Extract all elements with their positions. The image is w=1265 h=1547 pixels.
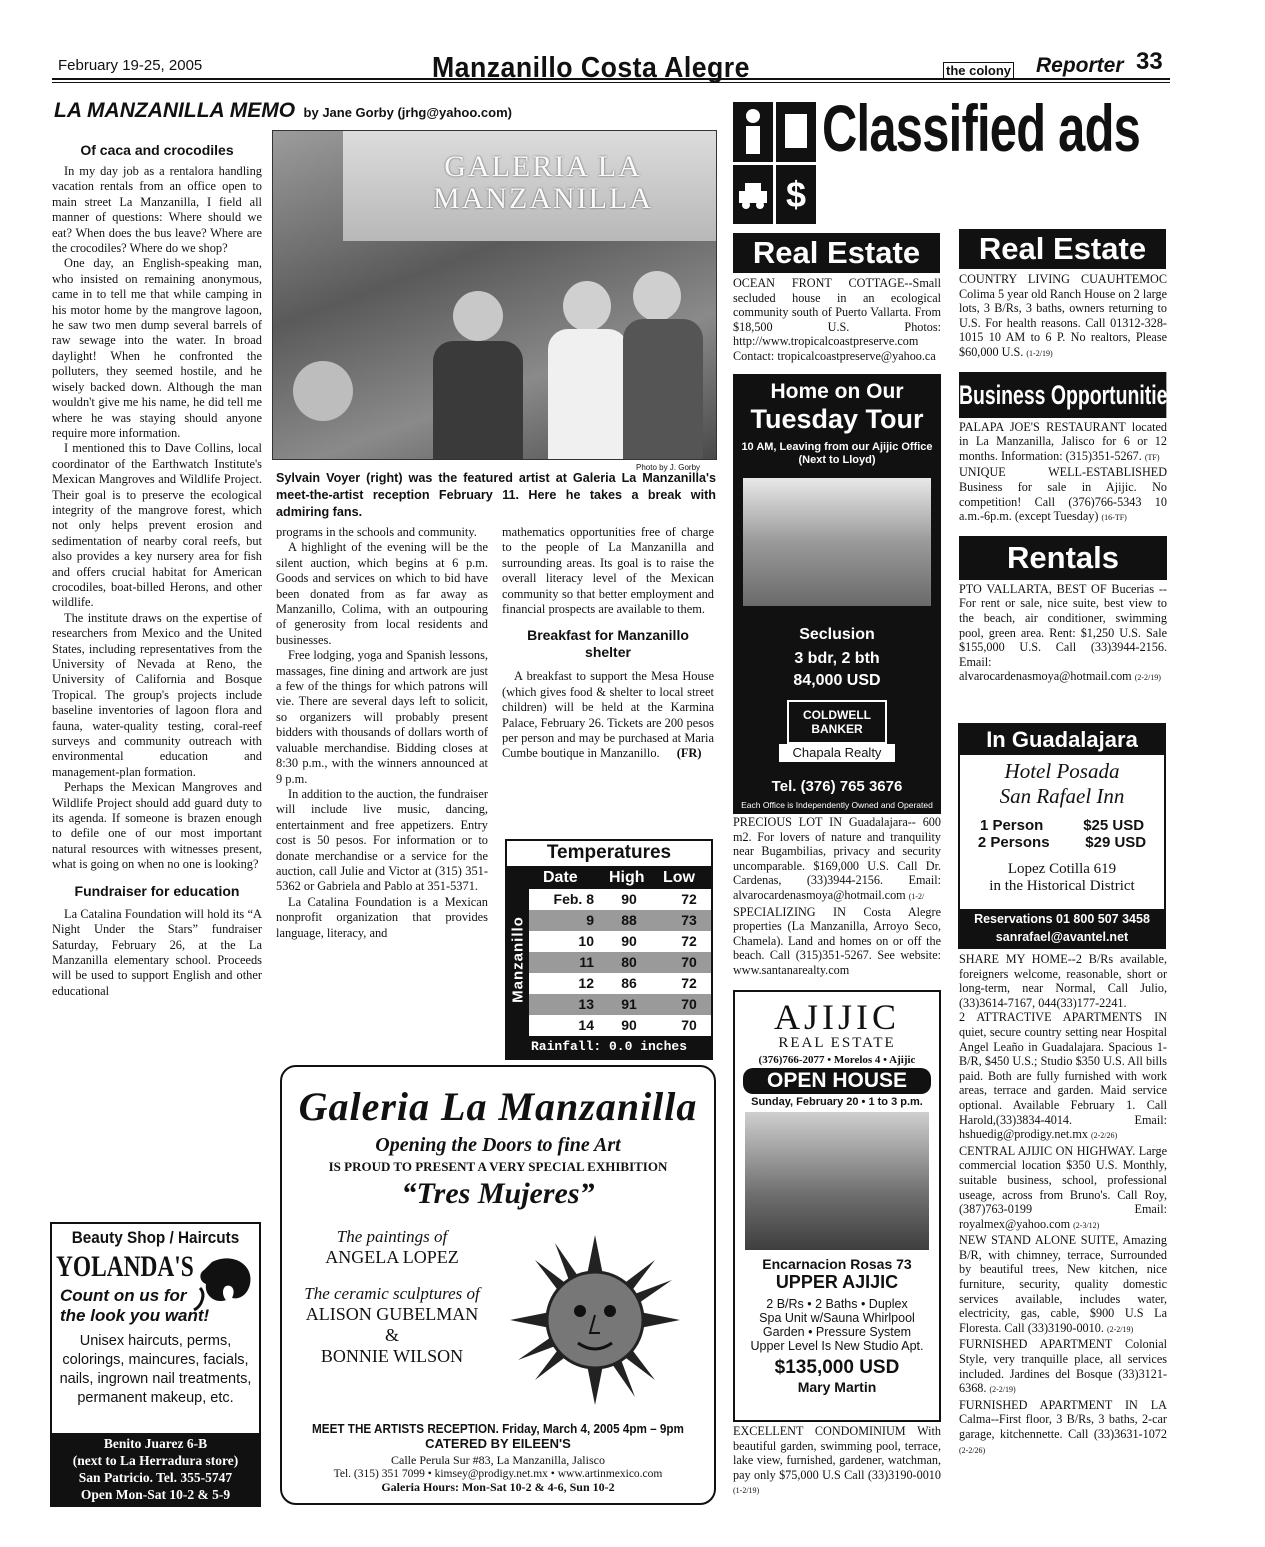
beauty-address-line: Open Mon-Sat 10-2 & 5-9: [80, 1487, 231, 1502]
ad-code: (2-2/19): [989, 1385, 1016, 1395]
artist-name: ALISON GUBELMAN: [305, 1304, 479, 1324]
galeria-ad: [280, 1065, 716, 1505]
temperature-date: Feb. 8: [553, 891, 594, 907]
rentals-header: Rentals: [959, 536, 1167, 580]
chapala-realty: Chapala Realty: [779, 744, 895, 762]
rainfall-bar: Rainfall: 0.0 inches: [507, 1036, 711, 1058]
temperature-high: 88: [621, 912, 637, 928]
temperature-low: 72: [681, 891, 697, 907]
header-rule: [52, 78, 1170, 83]
open-house-detail: Garden • Pressure System: [762, 1325, 912, 1339]
classified-list-left: [733, 815, 941, 978]
hotel-address: Lopez Cotilla 619: [1007, 861, 1117, 877]
temperature-row: [529, 994, 711, 1015]
memo-paragraph: programs in the schools and community.: [276, 525, 477, 539]
classified-ad: [959, 1233, 1167, 1337]
memo-column-3: [502, 525, 714, 762]
temperature-low: 70: [681, 1017, 697, 1033]
memo-paragraph: [502, 669, 714, 761]
temperature-high: 86: [621, 975, 637, 991]
ad-text: NEW STAND ALONE SUITE, Amazing B/R, with chimney, terrace, Surrounded by beautiful trees, New kitchen, nice furniture, security, quality domestic services available, includes water, electricity, gas, cable, $900 U.S La Floresta. Call (33)3190-0010.: [959, 1233, 1167, 1335]
temperatures-side-label: [507, 889, 529, 1037]
hotel-district: in the Historical District: [989, 878, 1135, 894]
artist-intro: The paintings of: [336, 1227, 448, 1246]
hotel-reservations: [960, 909, 1164, 947]
classified-title: Classified ads: [822, 91, 1141, 165]
coldwell-ad: [733, 374, 941, 814]
photo-people: [303, 281, 703, 460]
coldwell-logo: [787, 700, 887, 744]
ad-code: (1-2/: [908, 891, 925, 901]
classified-ad: [959, 420, 1167, 466]
listing-title: Seclusion: [799, 626, 875, 643]
open-house-detail: Spa Unit w/Sauna Whirlpool: [759, 1311, 915, 1325]
classified-ad: SHARE MY HOME--2 B/Rs available, foreigners welcome, reasonable, short or long-term, near Normal, Call Julio, (33)3614-7167, 044(33)177-2241.: [959, 952, 1167, 1010]
galeria-tagline: Opening the Doors to fine Art: [375, 1134, 621, 1156]
business-opportunities-header: Business Opportunities: [959, 372, 1166, 418]
guadalajara-hotel-ad: [958, 723, 1166, 949]
beauty-address-line: (next to La Herradura store): [72, 1453, 239, 1468]
memo-paragraph: The institute draws on the expertise of researchers from Mexico and the United States, including representatives from the University of Nevada at Reno, the University of California and Bosque Tropical. The group's projects include baseline inventories of lagoon flora and fauna, water-quality testing, coral-reef surveys and community outreach with environmental education and management-plan formation.: [52, 610, 262, 779]
galeria-catered: CATERED BY EILEEN'S: [425, 1436, 571, 1451]
ad-text: EXCELLENT CONDOMINIUM With beautiful garden, swimming pool, terrace, lake view, furnished, gardener, watchman, pay only $75,000 U.S Call (33)3190-0010: [733, 1424, 941, 1482]
paper-small-name: the colony: [943, 62, 1014, 79]
memo-paragraph: One day, an English-speaking man, who insisted on remaining anonymous, came in to tell me that while camping in his motor home by the mangrove lagoon, he saw two men dump several barrels of raw sewage into the water. In broad daylight! When he confronted the polluters, they seemed hostile, and he wisely backed down. Although the man wouldn't give me his name, he did tell me where he was staying should anyone require more information.: [52, 256, 262, 440]
temperature-high: 90: [621, 1017, 637, 1033]
temperature-row: [529, 973, 711, 994]
ad-text: 2 ATTRACTIVE APARTMENTS IN quiet, secure country setting near Hospital Angel Leaño in Guadalajara. Spacious 1-B/R, $450 U.S.; Studio $350 U.S. All bills paid. Both are fully furnished with work areas, terrace and garden. Maid service optional. Available February 1. Call Harold,(33)3834-4014. Email: hshuedig@prodigy.net.mx: [959, 1010, 1167, 1142]
temperature-high: 90: [621, 933, 637, 949]
ajijic-name: AJIJIC: [773, 997, 900, 1037]
memo-headline: Of caca and crocodiles: [80, 142, 234, 158]
high-header: High: [609, 869, 645, 886]
sun-face-icon: [510, 1235, 680, 1405]
ad-text: PTO VALLARTA, BEST OF Bucerias -- For rent or sale, nice suite, best view to the beach, air conditioner, swimming pool, green area. Rent: $1,250 U.S. Sale $155,000 U.S. Call (33)3944-2156. Email: alvarocardenasmoya@hotmail.com: [959, 581, 1167, 684]
listing-price: 84,000 USD: [793, 672, 881, 689]
classified-icons: [733, 102, 817, 224]
temperature-date: 9: [586, 912, 594, 928]
coldwell-fine-print: Each Office is Independently Owned and Operated: [741, 800, 933, 810]
memo-paragraph: mathematics opportunities free of charge to the people of La Manzanilla and surrounding areas. Its goal is to raise the overall literacy level of the Mexican community so that better employment and financial prospects are available to them.: [502, 525, 714, 617]
temperature-row: [529, 931, 711, 952]
classified-ad: SPECIALIZING IN Costa Alegre properties (La Manzanilla, Arroyo Seco, Chamela). Land and homes on or off the beach. Call (315)351-5267. See website: www.santanarealty.com: [733, 904, 941, 977]
beauty-address-line: San Patricio. Tel. 355-5747: [78, 1470, 233, 1485]
classified-list-rentals: [959, 952, 1167, 1458]
ad-text: COUNTRY LIVING CUAUHTEMOC Colima 5 year old Ranch House on 2 large lots, 3 B/Rs, 3 baths, owners returning to U.S. For health reasons. Call 01312-328-1015 10 AM to 6 P. No realtors, Please $60,000 U.S.: [959, 272, 1167, 359]
temperature-date: 11: [579, 954, 594, 970]
open-house-area: UPPER AJIJIC: [775, 1272, 899, 1292]
galeria-exhibit: “Tres Mujeres”: [401, 1177, 595, 1210]
dollar-icon: $: [776, 165, 816, 224]
classified-ad: [959, 1144, 1167, 1234]
beauty-shop-title: Beauty Shop / Haircuts: [71, 1228, 240, 1247]
reservations-phone: Reservations 01 800 507 3458: [974, 912, 1150, 926]
tour-line1: Home on Our: [770, 380, 904, 403]
memo-paragraph: Perhaps the Mexican Mangroves and Wildlife Project should add guard duty to its agenda. If someone is brazen enough to defile one of our most important natural resources with witnesses present, what is going on when no one is looking?: [52, 780, 262, 872]
classified-ad: [959, 1398, 1167, 1458]
galeria-address: Calle Perula Sur #83, La Manzanilla, Jalisco: [391, 1453, 605, 1467]
ad-text: PRECIOUS LOT IN Guadalajara-- 600 m2. For lovers of nature and tranquility near Bugambilias, privacy and security uncomparable. $169,000 U.S. Call Dr. Cardenas, (33)3944-2156. Email: alvarocardenasmoya@hotmail.com: [733, 815, 941, 902]
ad-text: FURNISHED APARTMENT Colonial Style, very tranquille place, all services included. Jardines del Bosque (33)3121-6368.: [959, 1337, 1167, 1396]
ajijic-sub: REAL ESTATE: [778, 1035, 896, 1051]
temperature-row: [529, 1015, 711, 1036]
galeria-reception: MEET THE ARTISTS RECEPTION. Friday, March 4, 2005 4pm – 9pm: [312, 1421, 684, 1436]
classified-list-right: [959, 272, 1179, 686]
open-house-banner: OPEN HOUSE: [743, 1068, 931, 1094]
temperatures-header: [507, 866, 711, 889]
breakfast-text: A breakfast to support the Mesa House (which gives food & shelter to local street children) will be held at the Karmina Palace, February 26. Tickets are 200 pesos per person and may be purchased at Maria Cumbe boutique in Manzanillo.: [502, 669, 714, 761]
ajijic-ad: [733, 990, 941, 1422]
artist-intro: The ceramic sculptures of: [304, 1284, 480, 1303]
rate-label: 2 Persons: [977, 834, 1050, 851]
memo-paragraph: A highlight of the evening will be the silent auction, which begins at 6 p.m. Goods and services on which to bid have been donated from as far away as Manzanillo, Colima, with an outpouring of generosity from local residents and businesses.: [276, 540, 488, 647]
artist-ampersand: &: [384, 1325, 399, 1345]
memo-byline: by Jane Gorby (jrhg@yahoo.com): [303, 105, 512, 120]
temperature-low: 70: [681, 954, 697, 970]
classified-ad: OCEAN FRONT COTTAGE--Small secluded house in an ecological community south of Puerto Vallarta. From $18,500 U.S. Photos: http://www.tropicalcoastpreserve.com Contact: tropicalcoastpreserve@yahoo.ca: [733, 276, 941, 363]
yolandas-name: YOLANDA'S: [56, 1250, 194, 1283]
fundraiser-subhead: Fundraiser for education: [74, 882, 240, 899]
memo-paragraph: In addition to the auction, the fundraiser will include live music, dancing, entertainment and free appetizers. Entry cost is 50 pesos. For information or to donate merchandise or a service for the auction, call Julie and Victor at (315) 351-5362 or Gabriela and Pablo at 351-5371.: [276, 786, 488, 894]
real-estate-header-left: Real Estate: [733, 233, 940, 273]
issue-date: February 19-25, 2005: [58, 57, 203, 74]
real-estate-header-right: Real Estate: [959, 229, 1166, 269]
galeria-contact: Tel. (315) 351 7099 • kimsey@prodigy.net.mx • www.artinmexico.com: [333, 1468, 663, 1480]
classified-ad: [959, 1337, 1167, 1397]
open-house-price: $135,000 USD: [774, 1357, 900, 1378]
rate-price: $25 USD: [1083, 817, 1145, 834]
listing-rooms: 3 bdr, 2 bth: [794, 650, 880, 667]
open-house-date: Sunday, February 20 • 1 to 3 p.m.: [751, 1096, 923, 1108]
artist-name: BONNIE WILSON: [320, 1346, 464, 1366]
memo-paragraph: Free lodging, yoga and Spanish lessons, massages, fine dining and artwork are just a few of the things for which patrons will vie. There are several days left to solicit, so organizers will probably present bidders with thousands of dollars worth of valuable merchandise. Bidding closes at 8:30 p.m., with the winners announced at 9 p.m.: [276, 648, 488, 786]
ad-code: (2-2/19): [1134, 673, 1161, 683]
house-photo: [745, 1112, 929, 1250]
low-header: Low: [663, 869, 695, 886]
tour-line2: Tuesday Tour: [750, 404, 924, 434]
hotel-name-1: Hotel Posada: [1004, 759, 1120, 783]
property-photo: [743, 478, 931, 606]
temperature-high: 80: [621, 954, 637, 970]
logo-line: COLDWELL: [803, 708, 871, 722]
date-header: Date: [543, 869, 578, 886]
temperature-date: 14: [578, 1017, 594, 1033]
ad-text: UNIQUE WELL-ESTABLISHED Business for sale in Ajijic. No competition! Call (376)766-5343 10 a.m.-6p.m. (except Tuesday): [959, 465, 1167, 524]
ad-code: (1-2/19): [733, 1486, 760, 1496]
temperature-high: 90: [621, 891, 637, 907]
galeria-name: Galeria La Manzanilla: [298, 1084, 698, 1129]
memo-paragraph: La Catalina Foundation is a Mexican nonprofit organization that provides language, literacy, and: [276, 894, 488, 940]
temperature-low: 72: [681, 933, 697, 949]
temperature-row: [529, 952, 711, 973]
ad-text: FURNISHED APARTMENT IN LA Calma--First floor, 3 B/Rs, 3 baths, 2-car garage, kitchennette. Call (33)3631-1072: [959, 1397, 1167, 1441]
gallery-photo: [272, 130, 717, 460]
manzanillo-vertical-label: Manzanillo: [509, 916, 527, 1003]
memo-column-2: [276, 525, 488, 941]
classified-ad: [959, 582, 1167, 686]
beauty-services: Unisex haircuts, perms, colorings, maincures, facials, nails, ingrown nail treatments, permanent makeup, etc.: [59, 1333, 252, 1406]
photo-credit: Photo by J. Gorby: [636, 463, 701, 472]
galeria-hours: Galeria Hours: Mon-Sat 10-2 & 4-6, Sun 10-2: [381, 1480, 615, 1494]
rate-row: [960, 817, 1164, 834]
ad-code: (2-3/12): [1073, 1220, 1100, 1230]
breakfast-subhead: Breakfast for Manzanillo shelter: [527, 627, 689, 661]
galeria-proud: IS PROUD TO PRESENT A VERY SPECIAL EXHIBITION: [328, 1159, 668, 1174]
temperatures-box: [505, 839, 713, 1060]
woman-silhouette-icon: [192, 1254, 256, 1314]
beauty-address-bar: [52, 1433, 259, 1505]
reservations-email: sanrafael@avantel.net: [995, 930, 1129, 944]
ad-code: (2-2/26): [959, 1445, 986, 1455]
open-house-detail: Upper Level Is New Studio Apt.: [750, 1339, 924, 1353]
breakfast-tag: (FR): [676, 746, 702, 761]
temperature-low: 73: [681, 912, 697, 928]
open-house-detail: 2 B/Rs • 2 Baths • Duplex: [766, 1297, 908, 1311]
beauty-slogan: Count on us for the look you want!: [60, 1286, 210, 1325]
photo-gallery-sign: GALERIA LA MANZANILLA: [433, 150, 653, 215]
galeria-footer: [282, 1421, 714, 1495]
memo-title-text: LA MANZANILLA MEMO: [54, 99, 296, 122]
temperature-row: [529, 889, 711, 910]
memo-title: [54, 99, 512, 123]
rate-price: $29 USD: [1085, 834, 1147, 851]
temperature-high: 91: [621, 996, 637, 1012]
open-house-agent: Mary Martin: [797, 1379, 877, 1395]
galeria-artists: [292, 1227, 492, 1367]
rate-row: [960, 834, 1164, 851]
temperatures-table: [529, 889, 711, 1036]
classified-ad: [959, 465, 1167, 525]
temperature-low: 70: [681, 996, 697, 1012]
rate-label: 1 Person: [979, 817, 1044, 834]
memo-paragraph: In my day job as a rentalora handling vacation rentals from an office open to main street La Manzanilla, I field all manner of questions: Where should we eat? When does the bus leave? Where are the crocodiles? Where do we shop?: [52, 164, 262, 256]
ajijic-phone: (376)766-2077 • Morelos 4 • Ajijic: [758, 1054, 916, 1066]
person-icon: [733, 102, 773, 162]
artist-name: ANGELA LOPEZ: [325, 1247, 459, 1267]
paper-name: Reporter: [1036, 54, 1124, 77]
ad-code: (TF): [1144, 452, 1160, 462]
photo-caption: Sylvain Voyer (right) was the featured artist at Galeria La Manzanilla's meet-the-artist reception February 11. Here he takes a break with admiring fans.: [276, 471, 716, 519]
classified-ad: [733, 815, 941, 905]
beauty-address-line: Benito Juarez 6-B: [103, 1436, 208, 1451]
logo-line: BANKER: [811, 722, 863, 736]
memo-column-1: [52, 142, 262, 999]
classified-ad: [733, 1424, 941, 1499]
temperature-date: 13: [578, 996, 594, 1012]
temperature-date: 10: [578, 933, 594, 949]
ad-text: CENTRAL AJIJIC ON HIGHWAY. Large commercial location $350 U.S. Monthly, suitable business, school, professional useage, across from Bruno's. Call Roy, (387)763-0199 Email: royalmex@yahoo.com: [959, 1143, 1167, 1231]
ad-code: (2-2/19): [1106, 1324, 1134, 1334]
open-house-street: Encarnacion Rosas 73: [762, 1256, 912, 1272]
guadalajara-header: In Guadalajara: [960, 725, 1164, 755]
ad-code: (16-TF): [1101, 513, 1127, 523]
classified-ad: [959, 272, 1167, 362]
temperature-row: [529, 910, 711, 931]
memo-paragraph: I mentioned this to Dave Collins, local coordinator of the Earthwatch Institute's Mexican Mangroves and Wildlife Project. Their goal is to preserve the ecological integrity of the mangrove forest, which not only helps prevent erosion and sedimentation of nearby coral reefs, but also provides a key nursery area for fish and offers crucial habitat for American crocodiles, boat-billed Herons, and other wildlife.: [52, 441, 262, 610]
ad-code: (2-2/26): [1090, 1131, 1118, 1141]
coldwell-phone: Tel. (376) 765 3676: [771, 778, 903, 795]
tour-sub: 10 AM, Leaving from our Ajijic Office (Next to Lloyd): [741, 441, 933, 466]
memo-paragraph: La Catalina Foundation will hold its “A Night Under the Stars” fundraiser Saturday, February 26, at the La Manzanilla elementary school. Proceeds will be used to support English and other educational: [52, 906, 262, 998]
hotel-name-2: San Rafael Inn: [999, 784, 1125, 808]
document-icon: [776, 102, 816, 162]
temperature-date: 12: [578, 975, 594, 991]
temperatures-title: Temperatures: [546, 842, 672, 863]
ad-code: (1-2/19): [1026, 348, 1053, 358]
classified-ad: [959, 1010, 1167, 1143]
car-icon: [733, 165, 773, 224]
page-number: 33: [1136, 48, 1163, 75]
ad-text: PALAPA JOE'S RESTAURANT located in La Manzanilla, Jalisco for 6 or 12 months. Information: (315)351-5267.: [959, 419, 1167, 463]
masthead: Manzanillo Costa Alegre: [432, 52, 750, 84]
temperature-low: 72: [681, 975, 697, 991]
beauty-shop-ad: [50, 1222, 261, 1507]
